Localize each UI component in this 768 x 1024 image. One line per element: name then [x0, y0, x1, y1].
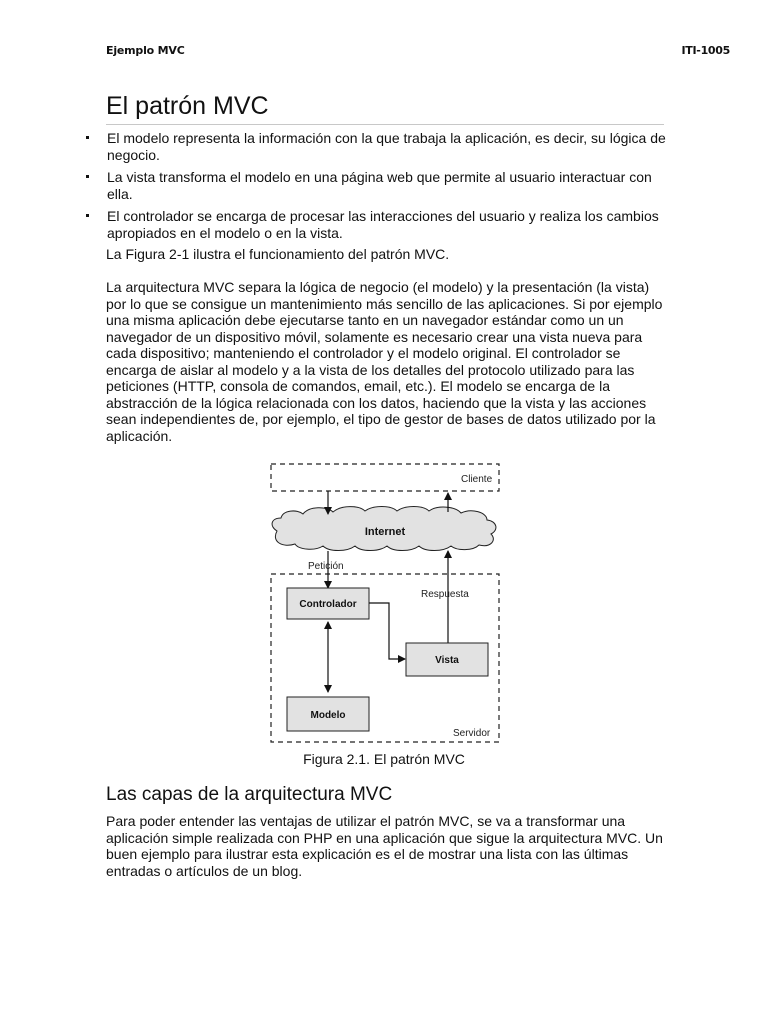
bullet-text: El modelo representa la información con la que trabaja la aplicación, es decir, su lógica de negocio. — [107, 130, 666, 163]
modelo-label: Modelo — [310, 710, 346, 721]
paragraph-figure-intro: La Figura 2-1 ilustra el funcionamiento del patrón MVC. — [106, 246, 450, 262]
mvc-diagram — [265, 458, 505, 748]
bullet-text: El controlador se encarga de procesar las interacciones del usuario y realiza los cambios apropiados en el modelo o en la vista. — [107, 208, 659, 241]
paragraph-capas: Para poder entender las ventajas de utilizar el patrón MVC, se va a transformar una aplicación simple realizada con PHP en una aplicación que sigue la arquitectura MVC. Un buen ejemplo para ilustrar esta explicación es el de mostrar una lista con las últimas entradas o artículos de un blog. — [106, 813, 663, 879]
bullet-list — [86, 130, 666, 247]
servidor-label: Servidor — [453, 728, 491, 739]
header-course-code: ITI-1005 — [681, 44, 730, 57]
internet-label: Internet — [364, 526, 406, 538]
figure-caption: Figura 2.1. El patrón MVC — [303, 751, 465, 767]
bullet-item-controller — [86, 208, 666, 241]
bullet-text: La vista transforma el modelo en una página web que permite al usuario interactuar con ella. — [107, 169, 652, 202]
bullet-item-model — [86, 130, 666, 163]
peticion-label: Petición — [308, 561, 344, 572]
section-heading: Las capas de la arquitectura MVC — [106, 784, 393, 805]
header-doc-title: Ejemplo MVC — [106, 44, 185, 57]
cliente-label: Cliente — [461, 474, 493, 485]
paragraph-architecture: La arquitectura MVC separa la lógica de negocio (el modelo) y la presentación (la vista) por lo que se consigue un mantenimiento más sencillo de las aplicaciones. Si por ejemplo una misma aplicación debe ejecutarse tanto en un navegador estándar como un un navegador de un dispositivo móvil, solamente es necesario crear una vista nueva para cada dispositivo; manteniendo el controlador y el modelo original. El controlador se encarga de aislar al modelo y a la vista de los detalles del protocolo utilizado para las peticiones (HTTP, consola de comandos, email, etc.). El modelo se encarga de la abstracción de la lógica relacionada con los datos, haciendo que la vista y las acciones sean independientes de, por ejemplo, el tipo de gestor de bases de datos utilizado por la aplicación. — [106, 279, 663, 444]
bullet-marker — [86, 175, 89, 178]
page-title: El patrón MVC — [106, 92, 269, 120]
bullet-item-view — [86, 169, 666, 202]
vista-label: Vista — [435, 655, 459, 666]
title-divider — [106, 124, 664, 125]
respuesta-label: Respuesta — [421, 589, 469, 600]
bullet-marker — [86, 214, 89, 217]
arrow-controlador-to-vista — [369, 603, 405, 659]
bullet-marker — [86, 136, 89, 139]
controlador-label: Controlador — [299, 599, 357, 610]
